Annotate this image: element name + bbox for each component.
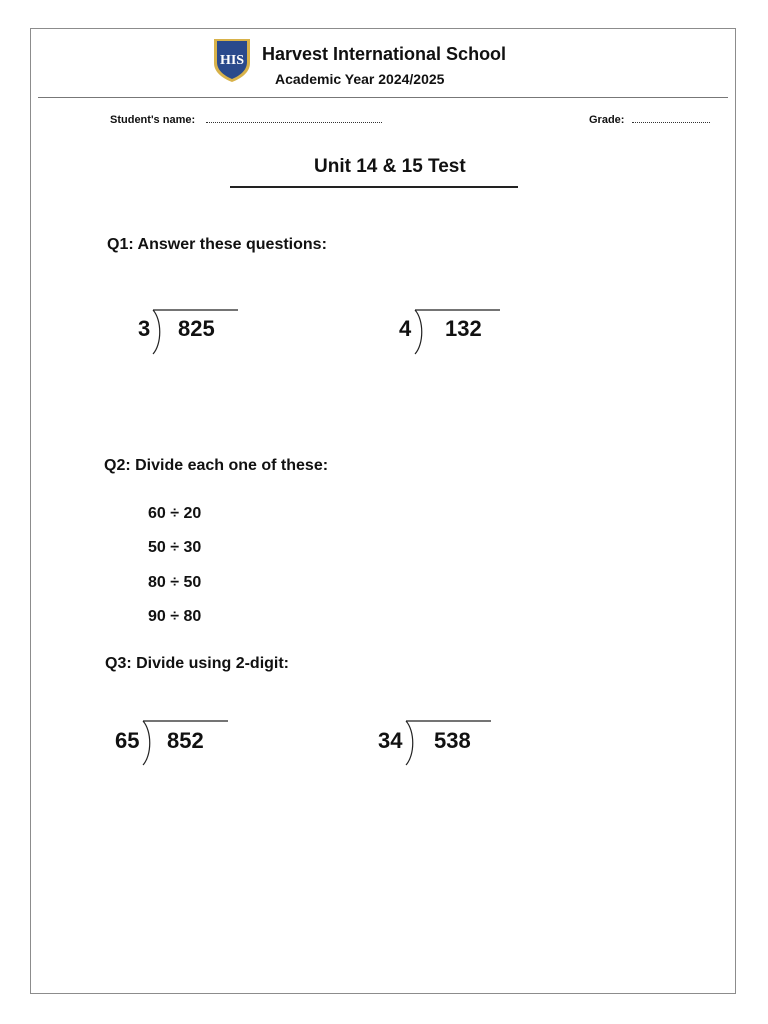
dividend: 825 [178,316,215,341]
dividend: 852 [167,728,204,753]
grade-field[interactable] [632,113,710,123]
student-name-row [110,113,382,126]
grade-row [589,113,710,126]
header-divider [38,97,728,98]
test-title: Unit 14 & 15 Test [314,156,466,177]
dividend: 538 [434,728,471,753]
q3-heading: Q3: Divide using 2-digit: [105,655,290,672]
q2-item: 60 ÷ 20 [148,505,202,522]
student-name-label: Student's name: [110,114,196,126]
q2-item: 50 ÷ 30 [148,539,202,556]
student-name-field[interactable] [206,113,382,123]
logo-lettering: HIS [219,53,245,68]
academic-year: Academic Year 2024/2025 [275,71,445,87]
title-underline [230,186,518,188]
divisor: 65 [115,728,140,753]
divisor: 34 [378,728,403,753]
school-logo [212,37,252,83]
q2-item: 80 ÷ 50 [148,574,202,591]
school-name: Harvest International School [262,44,507,64]
grade-label: Grade: [589,114,625,126]
q1-heading: Q1: Answer these questions: [107,236,327,253]
q2-item: 90 ÷ 80 [148,608,202,625]
shield-icon [212,37,252,83]
divisor: 3 [138,316,151,341]
dividend: 132 [445,316,482,341]
q2-heading: Q2: Divide each one of these: [104,457,329,474]
divisor: 4 [399,316,412,341]
